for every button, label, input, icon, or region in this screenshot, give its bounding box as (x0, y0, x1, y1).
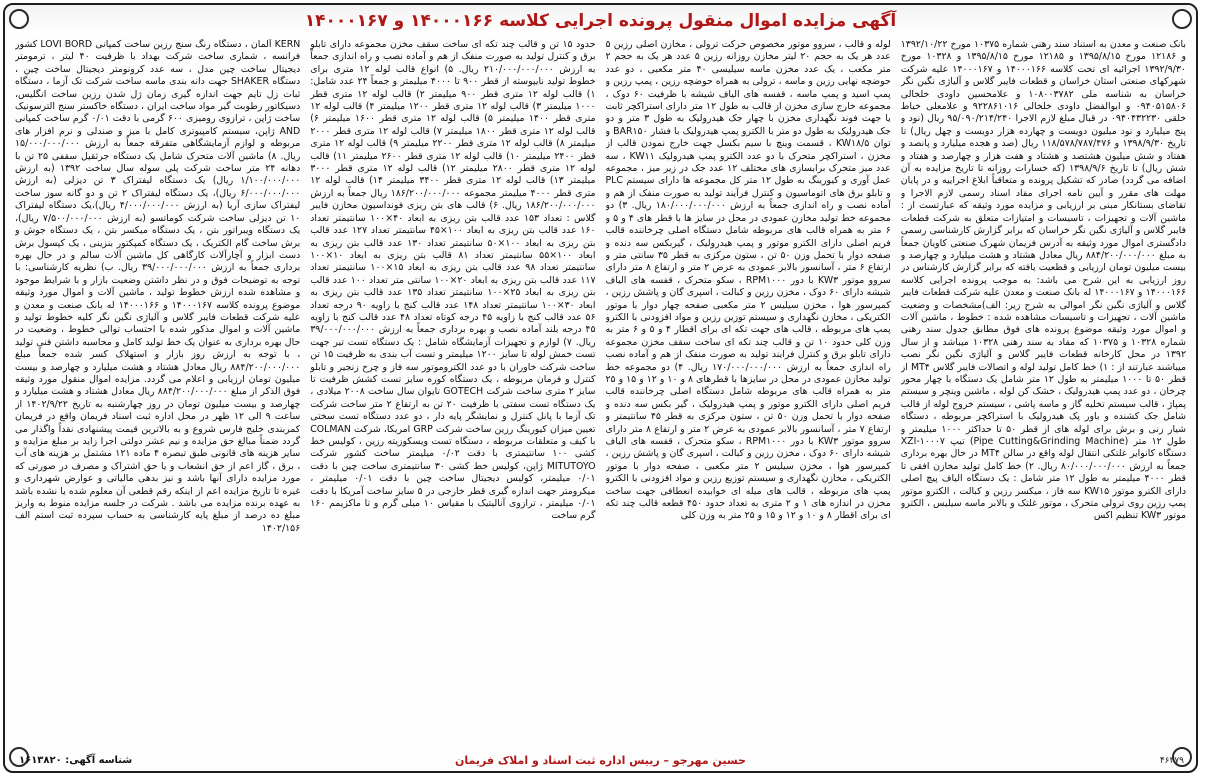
text-column-3 (310, 39, 595, 745)
notice-frame (3, 3, 1198, 773)
notice-body (15, 39, 1186, 745)
page-number: ۴۶۳۷۹ (1159, 756, 1184, 766)
column-text: KERN آلمان ، دستگاه رنگ سنج رزین ساخت کمپانی LOVI BORD کشور فرانسه ، شماری ساخت شرکت بهداد با ظرفیت ۴۰ لیتر ، ترمومتر دیجیتال ساخت چین مدل ، سه عدد کرونومتر دیجیتال ساخت چین ، دستگاه SHAKER جهت دانه بندی ماسه ساخت شرکت تک آزما ، دستگاه ثبات زل تایم جهت اندازه گیری زمان ژل شدن رزین ساخت انگلیس، دسیکاتور رطوبت گیر مواد ساخت ایران ، دستگاه خاکستر سنج الترسونیک ساخت ژاپن ، ترازوی رومیزی ۶۰۰ گرمی با دقت ۰/۰۱ گرم ساخت کمپانی AND ژاپن، سیستم کامپیوتری کامل با میز و صندلی و نرم افزار های مربوطه و لوازم آزمایشگاهی متفرقه جمعاً به ارزش ۱۵/۰۰۰/۰۰۰/۰۰۰ ریال. ۸) ماشین آلات متحرک شامل یک دستگاه جرثقیل سقفی ۲۵ تن با دهانه ۲۴ متر ساخت شرکت پلی سوله سال ساخت ۱۳۹۲ (به ارزش ۱/۱۰۰/۰۰۰/۰۰۰ ریال) یک دستگاه لیفتراک ۳ تن دیزلی (به ارزش ۶/۰۰۰/۰۰۰/۰۰۰ ریال)، یک دستگاه لیفتراک ۲ تن و دو گانه سوز ساخت لیفتراک سازی آریا (به ارزش ۴/۰۰۰/۰۰۰/۰۰۰ ریال)،یک دستگاه لیفتراک ۱۰ تن دیزلی ساخت شرکت کوماتسو (به ارزش ۷/۵۰۰/۰۰۰/۰۰۰ ریال)، یک دستگاه ویبراتور بتن ، یک دستگاه میکسر بتن ، یک دستگاه جوش و برش ساخت گام الکتریک ، یک دستگاه کمپکتور بنزینی ، یک کپسول برش دست ابزار و آچارآلات کارگاهی کل ماشین آلات سالم و در حال بهره برداری جمعاً به ارزش ۳۹/۰۰۰/۰۰۰/۰۰۰ ریال. ب) نظریه کارشناسی: با توجه به توضیحات فوق و در نظر داشتن وضعیت بازار و با شرایط موجود و مشاهده شده ارزش خطوط تولید ، ماشین آلات و اموال مورد وثیقه موضوع پرونده کلاسه ۱۴۰۰۰۱۶۷ و ۱۴۰۰۰۱۶۶ له بانک صنعت و معدن و علیه شرکت قطعات فایبر گلاس و آلیاژی نگین نگر کلیه خطوط تولید و ماشین آلات و اموال مذکور شده با احتساب توالی خطوط ، وضعیت در حال بهره برداری به عنوان یک خط تولید کامل و محاسبه داشتن فنی تولید ، با توجه به ارزش روز بازار و استهلاک کسر شده جمعاً مبلغ ۸۸۴/۲۰۰/۰۰۰/۰۰۰ ریال معادل هشتاد و هشت میلیارد و چهارصد و بیست میلیون تومان ارزیابی و اعلام می گردد. مزایده اموال منقول مورد وثیقه فوق الذکر از مبلغ ۸۸۴/۲۰۰/۰۰۰/۰۰۰ ریال معادل هشتاد و هشت میلیارد و چهارصد و بیست میلیون تومان در روز چهارشنبه به تاریخ ۱۴۰۲/۹/۲۲ از ساعت ۹ الی ۱۲ ظهر در محل اداره ثبت اسناد فریمان واقع در فریمان کمربندی خلیج فارس شروع و به بالاترین قیمت پیشنهادی نقداً واگذار می گردد ضمناً مبالغ حق مزایده و نیم عشر دولتی اجرا زاید بر مبلغ مزایده و سایر هزینه های قانونی طبق تبصره ۴ ماده ۱۲۱ مشتمل بر هزینه های آب ، برق ، گاز اعم از حق انشعاب و یا حق اشتراک و مصرف در صورتی که مورد مزایده دارای آنها باشد و نیز بدهی مالیاتی و عوارض شهرداری و غیره تا تاریخ مزایده اعم از اینکه رقم قطعی آن معلوم شده یا نشده باشد به عهده برنده مزایده می باشد . شرکت در جلسه مزایده منوط به واریز مبلغ ده درصد از مبلغ پایه کارشناسی به حساب سپرده ثبت استم الف ۱۴۰۲/۱۵۶ (15, 39, 301, 534)
text-column-2 (606, 39, 891, 745)
signature-line: حسین مهرجو – رییس اداره ثبت اسناد و املاک فریمان (455, 754, 746, 767)
column-text: لوله و قالب ، سروو موتور مخصوص حرکت ترولی ، مخازن اصلی رزین ۵ عدد هر یک به حجم ۲۰ لیتر مخازن روزانه رزین ۵ عدد هر یک به حجم ۲ متر مکعب ، یک عدد مخزن ماسه سیلیسی ۴۰ متر مکعبی ، دو عدد حوضچه نهایی رزین و ماسه ، ترولی به همراه حوضچه رزین ، پمپ رزین و پمپ اسید و پمپ ماسه ، قفسه های الیاف شیشه با ظرفیت ۶۰ دوک ، مجموعه خارج سازی مخزن از قالب به طول ۱۲ متر دارای استراکچر ثابت یا جهت فوند نگهداری مخزن با چهار جک هیدرولیک به طول ۳ متر و دو جک هیدرولیک به طول دو متر با الکترو پمپ هیدرولیک با فشار BAR۱۵۰ و توان KW۱۸/۵ ، قسمت وینچ با سیم بکسل جهت خارج نمودن قالب از مخزن ، استراکچر متحرک با دو عدد الکترو پمپ هیدرولیک KW۱۱ ، سه عدد میز متحرک برابسازی های مختلف ۱۲ عدد جک در زیر میز ، مجموعه عمل آوری و کیورینگ به طول ۱۲ متر کل مجموعه ها دارای سیستم PLC و تابلو برق های اتوماسیون و کنترل فرآیند تولید به صورت منفک از هم و آماده نصب و راه اندازی جمعاً به ارزش ۱۸۰/۰۰۰/۰۰۰/۰۰۰ ریال. ۳) دو مجموعه خط تولید مخازن عمودی در محل در سایز ها با قطر های ۴ و ۵ و ۶ متر به همراه قالب های مربوطه شامل دستگاه اصلی چرخاننده قالب فریم اصلی دارای الکترو موتور و پمپ هیدرولیک ، گیربکس سه دنده و صفحه دوار با تحمل وزن ۵۰ تن ، ستون مرکزی به قطر ۳۵ سانتی متر و ارتفاع ۶ متر ، آسانسور بالابر عمودی به عرض ۲ متر و ارتفاع ۸ متر دارای سروو موتور KW۳ با دور RPM۱۰۰۰ ، سکو متحرک ، قفسه های الیاف شیشه دارای ۶۰ دوک ، مخزن رزین و کبالت ، اسپری گان و پاشش رزین ، کمپرسور هوا ، مخزن سیلیس ۲ متر مکعبی صفحه چهار دوار با موتور الکتریکی ، مخازن نگهداری و سیستم توزین رزین و مواد افزودنی با الکترو پمپ های مربوطه ، قالب های جهت تکه ای برای اقطار ۴ و ۵ و ۶ متر به وزن کلی حدود ۱۰ تن و قالب چند تکه ای ساخت سقف مخزن مجموعه دارای تابلو برق و کنترل فرایند تولید به صورت منفک از هم و آماده نصب راه اندازی جمعاً به ارزش ۱۷۰/۰۰۰/۰۰۰/۰۰۰ ریال. ۴) دو مجموعه خط تولید مخازن عمودی در محل در سایزها با قطرهای ۸ و ۱۰ و ۱۲ و ۱۵ و ۲۵ متر به همراه قالب های مربوطه شامل دستگاه اصلی چرخاننده قالب فریم اصلی دارای الکترو موتور و پمپ هیدرولیک ، گیر بکس سه دنده و صفحه دوار با تحمل وزن ۵۰ تن ، ستون مرکزی به قطر ۴۵ سانتیمتر و ارتفاع ۷ متر ، آسانسور بالابر عمودی به عرض ۲ متر و ارتفاع ۸ متر دارای سروو موتور KW۳ با دور RPM۱۰۰۰ ، سکو متحرک ، قفسه های الیاف شیشه دارای ۶۰ دوک ، مخزن رزین و کبالت ، اسپری گان و پاشش رزین ، کمپرسور هوا ، مخزن سیلیس ۲ متر مکعبی ، صفحه دوار با موتور الکتریکی ، مخازن نگهداری و سیستم توزیع رزین و مواد افزودنی با الکترو پمپ های مربوطه ، قالب های میله ای خوابیده انعطافی جهت ساخت مخزن در اندازه های ۱ و ۲ متری به تعداد حدود ۴۵۰ قطعه قالب چند تکه ای برای اقطار ۸ و ۱۰ و ۱۲ و ۱۵ و ۲۵ متر به وزن کلی (605, 39, 891, 522)
ad-identifier: شناسه آگهی: ۱۶۱۳۸۲۰ (19, 755, 133, 766)
column-text: بانک صنعت و معدن به استناد سند رهنی شماره ۱۰۳۷۵ مورخ ۱۳۹۲/۱۰/۲۲ و ۱۲۱۸۶ مورخ ۱۳۹۵/۸/۱۵ و ۱۲۱۸۵ مورخ ۱۳۹۵/۸/۱۵ و ۱۰۳۲۸ مورخ ۱۳۹۲/۹/۳۰ اجرائیه ای تحت کلاسه ۱۴۰۰۰۱۶۶ و ۱۴۰۰۰۱۶۷ علیه شرکت شهرکهای صنعتی استان خراسان و قطعات فایبر گلاس و آلیاژی نگین نگر خراسان به شناسه ملی ۱۰۸۰۰۳۷۸۲ و علامحسین داودی خلخالی ۰۹۴۰۵۱۵۸۰۶ و ابوالفضل داودی خلخالی ۹۲۲۸۶۱۰۱۶ و علامعلی خیاط خلقی ۰۹۴۰۴۳۲۲۳۰ در قبال مبلغ لازم الاجرا ۹۵/۰۹۰/۲۱۴/۲۴۰ ریال (نود و پنج میلیارد و نود میلیون دویست و چهارده هزار دویست و چهل ریال) تا تاریخ ۱۳۹۸/۹/۳۰ و ۱۱۸/۵۷۸/۷۸۷/۴۷۶ ریال (صد و هجده میلیارد و پانصد و هفتاد و شش میلیون هشتصد و هشتاد و هفت هزار و چهارصد و هفتاد و شش ریال) تا تاریخ ۱۳۹۸/۹/۶ (که خسارات روزانه تا تاریخ مزایده به آن اضافه می گردد) صادر که تشکیل پرونده و متعاقباً ابلاغ اجراییه و در پایان مهلت های مقرر و آیین نامه اجرای مفاد اسناد رسمی لازم الاجرا و تقاضای بستانکار مبنی بر ارزیابی و مزایده مورد وثیقه که عبارتست از : ماشین آلات و تجهیزات ، تاسیسات و امتیازات متعلق به شرکت قطعات فایبر گلاس و آلیاژی نگین نگر خراسان که برابر گزارش کارشناسی رسمی دادگستری اموال مورد وثیقه به آدرس فریمان شهرک صنعتی کاویان جمعاً به مبلغ ۸۸۴/۲۰۰/۰۰۰/۰۰۰ ریال معادل هشتاد و هشت میلیارد و چهارصد و بیست میلیون تومان ارزیابی و قطعیت یافته که برابر گزارش کارشناس در روز ارزیابی به این شرح می باشد: به موجب پرونده اجرایی کلاسه ۱۴۰۰۰۱۶۶ و ۱۴۰۰۰۱۶۷ له بانک صنعت و معدن علیه شرکت قطعات فایبر گلاس و آلیاژی نگین نگر اموالی به شرح زیر: الف)مشخصات و وضعیت ماشین آلات ، تجهیزات و تاسیسات مشاهده شده : خطوط ، ماشین آلات و اموال مورد وثیقه موضوع پرونده های فوق مطابق جدول سند رهنی شماره ۱۰۳۲۸ و ۱۰۳۷۵ که مفاد به سند رهنی ۱۰۳۲۸ میباشد و از سال ۱۳۹۲ در محل کارخانه قطعات فایبر گلاس و آلیاژی نگین نگر نصب میباشند عبارتند از : ۱) خط کامل تولید لوله و اتصالات فایبر گلاس MT۴ از قطر ۵۰ تا ۱۰۰۰ میلیمتر به طول ۱۲ متر شامل یک دستگاه با چهار محور چرخان ، دو عدد پمپ هیدرولیک ، خشک کن لوله ، ماشین وینچر و سیستم پمپاژ ، قالب سیستم تخلیه گاز و ماسه پاشی ، سیستم خروج لوله از قالب شامل جک کشنده و باور پک هیدرولیک با استراکچر مربوطه ، دستگاه شیار زنی و برش برای لوله های از قطر ۵۰ تا حداکثر ۱۰۰۰ میلیمتر و طول ۱۲ متر (Pipe Cutting&Grinding Machine) تیپ XZI-۱۰۰۰۷ دستگاه کانوایر غلتکی انتقال لوله واقع در سالن MT۴ در حال بهره برداری جمعاً به ارزش ۸۰/۰۰۰/۰۰۰/۰۰۰ ریال. ۲) خط کامل تولید مخازن افقی تا قطر ۴۰۰۰ میلیمتر به طول ۱۲ متر شامل : یک دستگاه الیاف پیچ اصلی دارای الکترو موتور KW۱۵ سه فاز ، میکسر رزین و کبالت ، الکترو موتور پمپ رزین روی ترولی متحرک ، موتور غلتک و بالابر ماسه سیلیس ، الکترو موتور KW۳ تنظیم اکس (900, 39, 1186, 522)
notice-title: آگهی مزایده اموال منقول پرونده اجرایی کلاسه ۱۴۰۰۰۱۶۶ و ۱۴۰۰۰۱۶۷ (304, 11, 897, 31)
column-text: حدود ۱۵ تن و قالب چند تکه ای ساخت سقف مخزن مجموعه دارای تابلو برق و کنترل تولید به صورت منفک از هم و آماده نصب و راه اندازی جمعاً به ارزش ۲۱۰/۰۰۰/۰۰۰/۰۰۰ ریال. ۵) انواع قالب لوله ۱۲ متری برای خطوط تولید نایپوسته از قطر ۹۰۰ تا ۴۰۰۰ میلیمتر و جمعاً ۲۴ عدد شامل: ۱) قالب لوله ۱۲ متری قطر ۹۰۰ میلیمتر ۲) قالب لوله ۱۲ متری قطر ۱۰۰۰ میلیمتر ۳) قالب لوله ۱۲ متری قطر ۱۲۰۰ میلیمتر ۴) قالب لوله ۱۲ متری قطر ۱۴۰۰ میلیمتر ۵) قالب لوله ۱۲ متری قطر ۱۶۰۰ میلیمتر ۶) قالب لوله ۱۲ متری قطر ۱۸۰۰ میلیمتر ۷) قالب لوله ۱۲ متری قطر ۲۰۰۰ میلیمتر ۸) قالب لوله ۱۲ متری قطر ۲۲۰۰ میلیمتر ۹) قالب لوله ۱۲ متری قطر ۲۴۰۰ میلیمتر ۱۰) قالب لوله ۱۲ متری قطر ۲۶۰۰ میلیمتر ۱۱) قالب لوله ۱۲ متری قطر ۲۸۰۰ میلیمتر ۱۲) قالب لوله ۱۲ متری قطر ۳۰۰۰ میلیمتر ۱۳) قالب لوله ۱۲ متری قطر ۳۴۰۰ میلیمتر ۱۴) قالب لوله ۱۲ متری قطر ۴۰۰۰ میلیمتر مجموعه ۱۸۶/۲۰۰/۰۰۰/۰۰۰ ریال جمعاً به ارزش ۱۸۶/۲۰۰/۰۰۰/۰۰۰ ریال. ۶) قالب های بتن ریزی فونداسیون مخازن فایبر گلاس : تعداد ۱۵۳ عدد قالب بتن ریزی به ابعاد ۴۰×۱۰۰ سانتیمتر تعداد ۱۶۰ عدد قالب بتن ریزی به ابعاد ۱۰۰×۴۵ سانتیمتر تعداد ۱۲۷ عدد قالب بتن ریزی به ابعاد ۱۰۰×۵۰ سانتیمتر تعداد ۱۳۰ عدد قالب بتن ریزی به ابعاد ۱۰۰×۵۵ سانتیمتر تعداد ۸۱ قالب بتن ریزی به ابعاد ۱۰×۱۰۰ سانتیمتر تعداد ۹۸ عدد قالب بتن ریزی به ابعاد ۱۵×۱۰۰ سانتیمتر تعداد ۱۱۷ عدد قالب بتن ریزی به ابعاد ۲۰×۱۰۰ سانتی متر تعداد ۱۰۰ عدد قالب بتن ریزی به ابعاد ۲۵×۱۰۰ سانتیمتر تعداد ۱۳۵ عدد قالب بتن ریزی به ابعاد ۳۰×۱۰۰ سانتیمتر تعداد ۱۴۸ عدد قالب کنج با زاویه ۹۰ درجه تعداد ۵۶ عدد قالب کنج با زاویه ۴۵ درجه کوتاه تعداد ۴۸ عدد قالب کنج با زاویه ۴۵ درجه بلند آماده نصب و بهره برداری جمعاً به ارزش ۳۹/۰۰۰/۰۰۰/۰۰۰ ریال. ۷) لوازم و تجهیزات آزمایشگاه شامل : یک دستگاه تست تیر جهت تست خمش لوله تا سایز ۱۲۰۰ میلیمتر و تست آب بندی به ظرفیت ۱۵ تن ساخت شرکت خاوران با دو عدد الکتروموتور سه فاز و چرخ زنجیر و تابلو کنترل و فرمان مربوطه ، یک دستگاه کوره سایز تست کشش ظرفیت تا سایز ۲ متری ساخت شرکت GOTECH تایوان سال ساخت ۲۰۰۸ میلادی ، یک دستگاه تست سفتی با ظرفیت ۲۰ تن به ارتفاع ۲ متر ساخت شرکت تک آزما با پانل کنترل و نمایشگر پایه دار ، دو عدد دستگاه تست سختی تعیین میزان کیورینگ رزین ساخت شرکت GRP امریکا، شرکت COLMAN با کیف و متعلقات مربوطه ، دستگاه تست ویسکوزیته رزین ، کولیس خط کشی ۱۰۰ سانتیمتری با دقت ۰/۰۲ میلیمتر ساخت کشور شرکت MITUTOYO ژاپن، کولیس خط کشی ۳۰ سانتیمتری ساخت چین با دقت ۰/۰۱ میلیمتر، کولیس دیجیتال ساخت چین با دقت ۰/۰۱ میلیمتر ، میکرومتر جهت اندازه گیری قطر خارجی در ۵ سایز ساخت آمریکا با دقت ۰/۰۱ میلیمتر ، ترازوی آنالیتیک با مقیاس ۱۰ میلی گرم و تا ماکزیمم ۱۶۰ گرم ساخت (310, 39, 596, 522)
text-column-4 (15, 39, 300, 745)
text-column-1 (901, 39, 1186, 745)
